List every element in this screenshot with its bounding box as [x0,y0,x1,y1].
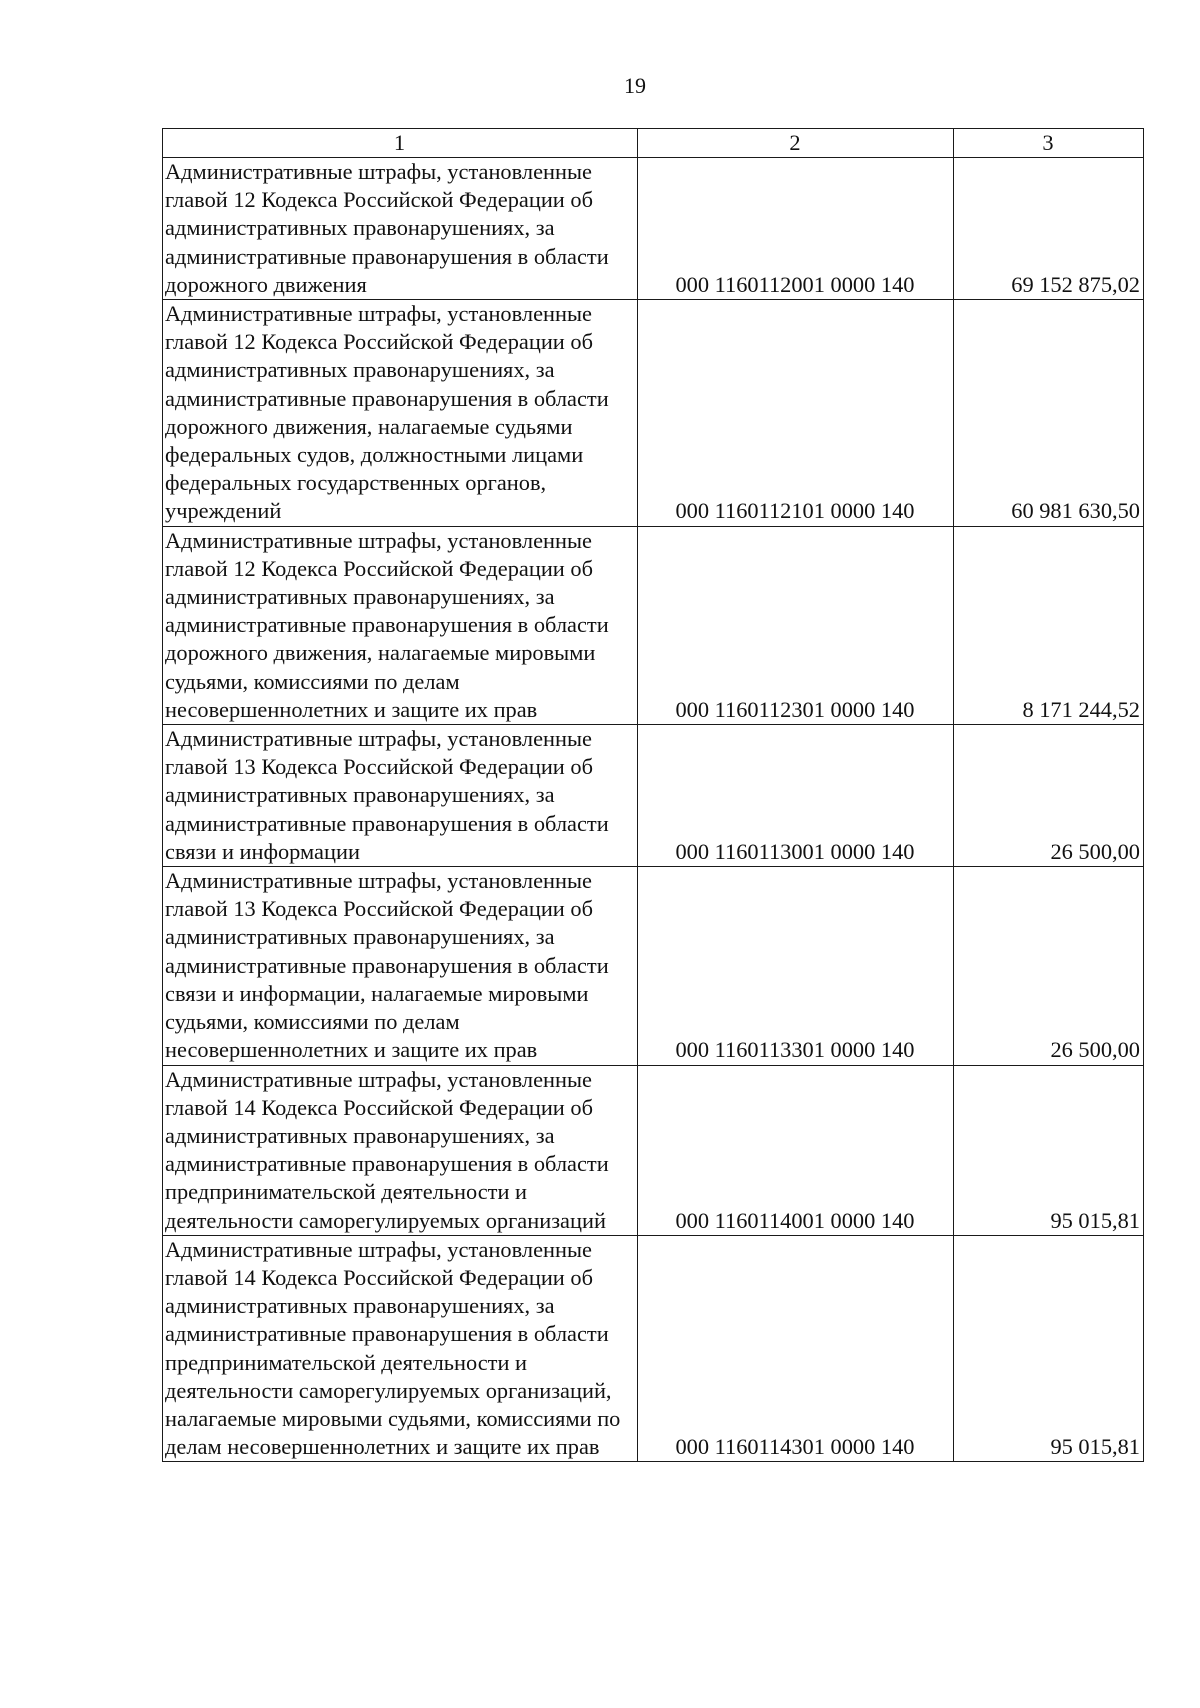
row-amount: 69 152 875,02 [954,158,1144,300]
table-row [163,300,1144,527]
row-code: 000 1160112101 0000 140 [638,300,954,527]
row-name: Административные штрафы, установленные главой 14 Кодекса Российской Федерации об административных правонарушениях, за административные правонарушения в области предпринимательской деятельности и деятельности саморегулируемых организаций [163,1065,638,1235]
table-row [163,867,1144,1065]
column-header-1: 1 [163,129,638,158]
row-code: 000 1160114301 0000 140 [638,1235,954,1462]
table-row [163,1235,1144,1462]
row-name: Административные штрафы, установленные главой 13 Кодекса Российской Федерации об административных правонарушениях, за административные правонарушения в области связи и информации [163,725,638,867]
row-amount: 95 015,81 [954,1235,1144,1462]
row-name: Административные штрафы, установленные главой 12 Кодекса Российской Федерации об административных правонарушениях, за административные правонарушения в области дорожного движения, налагаемые мировыми судьями, комиссиями по делам несовершеннолетних и защите их прав [163,526,638,724]
row-name: Административные штрафы, установленные главой 14 Кодекса Российской Федерации об административных правонарушениях, за административные правонарушения в области предпринимательской деятельности и деятельности саморегулируемых организаций, налагаемые мировыми судьями, комиссиями по делам несовершеннолетних и защите их прав [163,1235,638,1462]
row-name: Административные штрафы, установленные главой 12 Кодекса Российской Федерации об административных правонарушениях, за административные правонарушения в области дорожного движения, налагаемые судьями федеральных судов, должностными лицами федеральных государственных органов, учреждений [163,300,638,527]
row-code: 000 1160112001 0000 140 [638,158,954,300]
revenue-table [162,128,1144,1462]
table-row [163,725,1144,867]
column-header-2: 2 [638,129,954,158]
table-row [163,1065,1144,1235]
row-amount: 26 500,00 [954,725,1144,867]
column-header-3: 3 [954,129,1144,158]
row-amount: 26 500,00 [954,867,1144,1065]
row-amount: 60 981 630,50 [954,300,1144,527]
page-number: 19 [624,73,646,98]
table-row [163,158,1144,300]
header-row [163,129,1144,158]
row-code: 000 1160113001 0000 140 [638,725,954,867]
row-name: Административные штрафы, установленные главой 12 Кодекса Российской Федерации об административных правонарушениях, за административные правонарушения в области дорожного движения [163,158,638,300]
row-code: 000 1160113301 0000 140 [638,867,954,1065]
table-row [163,526,1144,724]
row-name: Административные штрафы, установленные главой 13 Кодекса Российской Федерации об административных правонарушениях, за административные правонарушения в области связи и информации, налагаемые мировыми судьями, комиссиями по делам несовершеннолетних и защите их прав [163,867,638,1065]
row-amount: 95 015,81 [954,1065,1144,1235]
row-amount: 8 171 244,52 [954,526,1144,724]
row-code: 000 1160112301 0000 140 [638,526,954,724]
row-code: 000 1160114001 0000 140 [638,1065,954,1235]
